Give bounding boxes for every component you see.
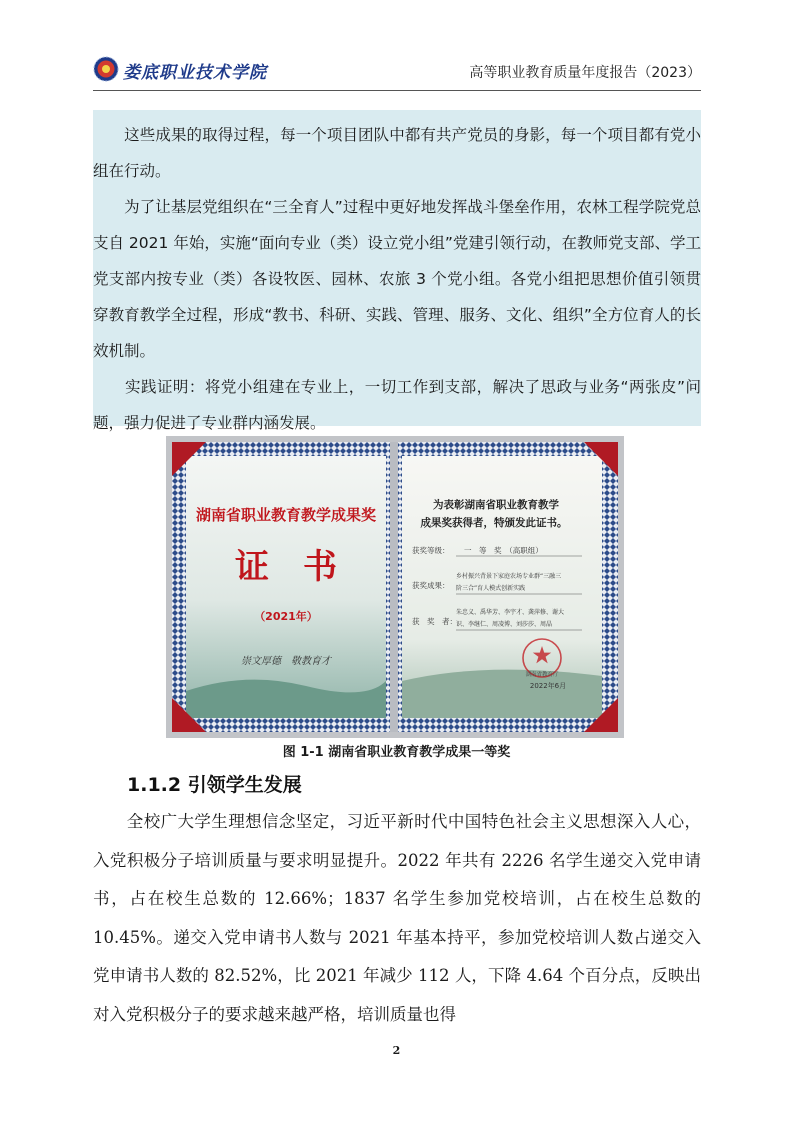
- highlight-box: [93, 110, 701, 432]
- page-number: 2: [392, 1044, 401, 1057]
- cert-result-value-1: 乡村振兴背景下家庭农场专业群“三融三: [456, 573, 562, 580]
- cert-right-heading-1: 为表彰湖南省职业教育教学: [433, 499, 559, 511]
- section-heading: 1.1.2 引领学生发展: [127, 774, 302, 796]
- cert-result-value-2: 阶三合”育人模式创新实践: [456, 585, 526, 592]
- cert-result-label: 获奖成果：: [412, 581, 450, 590]
- school-logo-icon: [93, 56, 119, 82]
- cert-grade-label: 获奖等级：: [412, 546, 450, 555]
- section-body: 全校广大学生理想信念坚定，习近平新时代中国特色社会主义思想深入人心，入党积极分子培训质量与要求明显提升。2022 年共有 2226 名学生递交入党申请书，占在校生总数的 12.66%；1837 名学生参加党校培训，占在校生总数的 10.45%。递交入党申请书人数与 2021 年基本持平，参加党校培训人数占递交入党申请书人数的 82.52%，比 2021 年减少 112 人，下降 4.64 个百分点，反映出对入党积极分子的要求越来越严格，培训质量也得: [93, 812, 701, 1024]
- report-title: 高等职业教育质量年度报告（2023）: [469, 65, 701, 81]
- cert-grade-value: 一 等 奖 （高职组）: [464, 546, 543, 555]
- highlight-paragraph: 为了让基层党组织在“三全育人”过程中更好地发挥战斗堡垒作用，农林工程学院党总支自 2021 年始，实施“面向专业（类）设立党小组”党建引领行动，在教师党支部、学工党支部内按专业（类）各设牧医、园林、农旅 3 个党小组。各党小组把思想价值引领贯穿教育教学全过程，形成“教书、科研、实践、管理、服务、文化、组织”全方位育人的长效机制。: [93, 198, 701, 360]
- cert-date: 2022年6月: [529, 682, 567, 690]
- cert-left-title: 湖南省职业教育教学成果奖: [195, 506, 377, 524]
- cert-left-year: （2021年）: [254, 610, 318, 623]
- cert-seal-text: 湖南省教育厅: [525, 672, 559, 678]
- cert-winners-2: 识、李继仁、周凌博、刘莎莎、周晶: [456, 621, 553, 628]
- school-name: 娄底职业技术学院: [123, 63, 267, 83]
- cert-left-motto: 崇文厚德 敬教育才: [241, 656, 331, 667]
- highlight-paragraph: 实践证明：将党小组建在专业上，一切工作到支部，解决了思政与业务“两张皮”问题，强力促进了专业群内涵发展。: [93, 378, 701, 432]
- page-header: [93, 50, 701, 91]
- highlight-paragraph: 这些成果的取得过程，每一个项目团队中都有共产党员的身影，每一个项目都有党小组在行动。: [93, 126, 701, 180]
- figure-caption: 图 1-1 湖南省职业教育教学成果一等奖: [282, 745, 511, 760]
- cert-winners-label: 获 奖 者：: [412, 617, 457, 626]
- cert-left-big: 证 书: [235, 547, 337, 587]
- certificate-photo: [166, 436, 624, 738]
- cert-winners-1: 朱忠义、禹华芳、李宇才、龚萍修、谢大: [456, 609, 565, 616]
- cert-right-heading-2: 成果奖获得者，特颁发此证书。: [420, 517, 568, 529]
